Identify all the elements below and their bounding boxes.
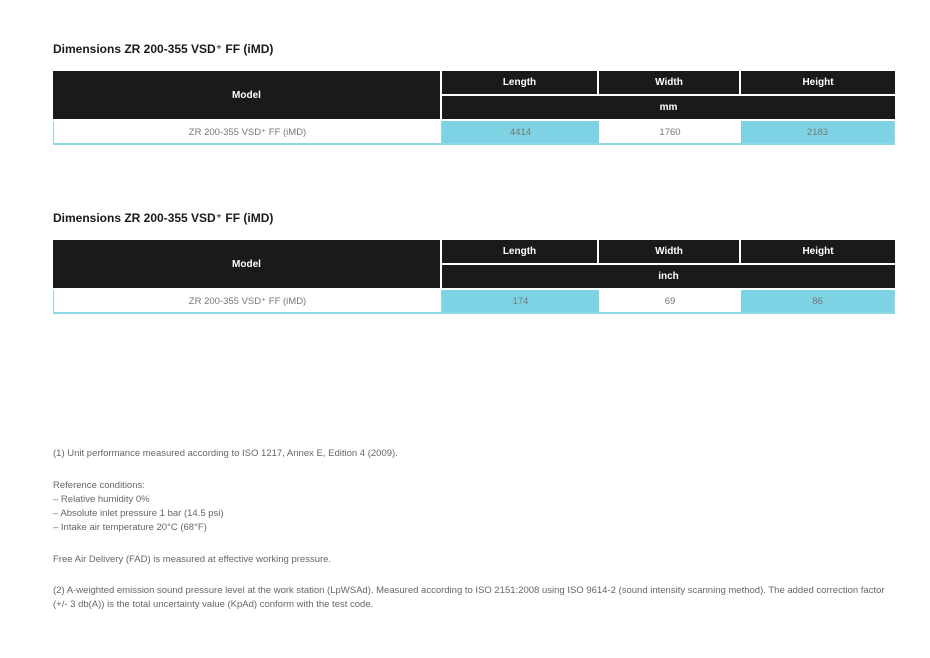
header-model: Model [53, 71, 442, 121]
cell-width: 69 [599, 290, 741, 314]
header-width: Width [599, 240, 741, 265]
footnote-2: (2) A-weighted emission sound pressure level at the work station (LpWSAd). Measured according to ISO 2151:2008 using ISO 9614-2 (sound intensity scanning method). The added correction factor (+/- 3 db(A)) is the total uncertainty value (KpAd) conform with the test code. [53, 585, 885, 610]
cell-height: 86 [741, 290, 895, 314]
table-row [53, 121, 895, 145]
cell-model: ZR 200-355 VSD⁺ FF (iMD) [53, 121, 442, 145]
header-length: Length [442, 240, 599, 265]
dimensions-table-inch [53, 240, 895, 314]
cell-length: 4414 [442, 121, 599, 145]
footnotes [53, 447, 895, 612]
cell-width: 1760 [599, 121, 741, 145]
header-unit: mm [442, 96, 895, 121]
header-width: Width [599, 71, 741, 96]
reference-item: – Absolute inlet pressure 1 bar (14.5 psi) [53, 508, 224, 519]
reference-item: – Relative humidity 0% [53, 494, 150, 505]
header-model: Model [53, 240, 442, 290]
fad-note: Free Air Delivery (FAD) is measured at effective working pressure. [53, 554, 332, 565]
header-height: Height [741, 240, 895, 265]
header-height: Height [741, 71, 895, 96]
header-length: Length [442, 71, 599, 96]
footnote-1: (1) Unit performance measured according to ISO 1217, Annex E, Edition 4 (2009). [53, 448, 398, 459]
cell-height: 2183 [741, 121, 895, 145]
cell-model: ZR 200-355 VSD⁺ FF (iMD) [53, 290, 442, 314]
cell-length: 174 [442, 290, 599, 314]
section-title-mm: Dimensions ZR 200-355 VSD⁺ FF (iMD) [53, 42, 274, 56]
table-row [53, 290, 895, 314]
reference-title: Reference conditions: [53, 480, 145, 491]
dimensions-table-mm [53, 71, 895, 145]
reference-item: – Intake air temperature 20°C (68°F) [53, 522, 207, 533]
section-title-inch: Dimensions ZR 200-355 VSD⁺ FF (iMD) [53, 211, 274, 225]
header-unit: inch [442, 265, 895, 290]
